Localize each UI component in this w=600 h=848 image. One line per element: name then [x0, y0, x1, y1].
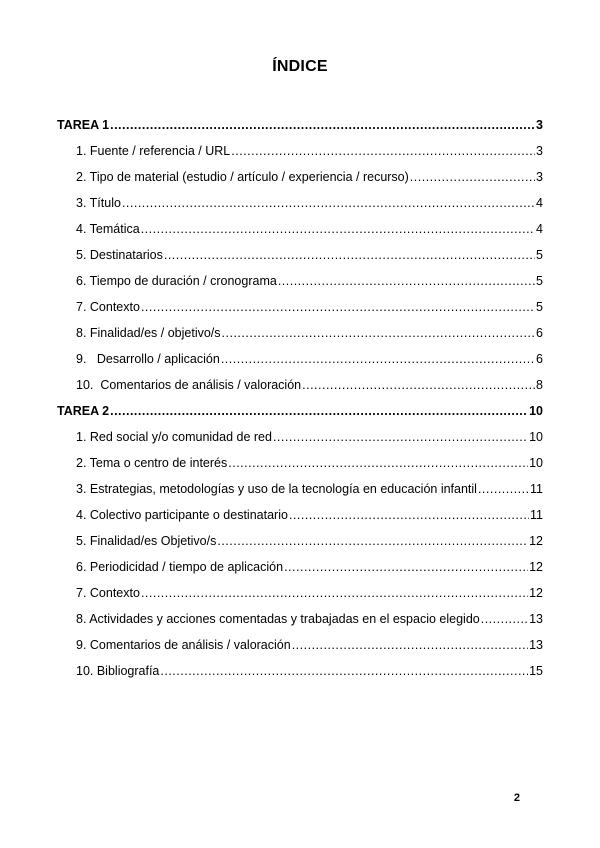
- toc-entry[interactable]: [57, 664, 543, 690]
- dot-leader: [231, 144, 535, 158]
- toc-entry[interactable]: [57, 170, 543, 196]
- dot-leader: [273, 430, 528, 444]
- toc-entry-page: 10: [529, 430, 543, 444]
- toc-entry-tarea-1[interactable]: [57, 118, 543, 144]
- toc-entry-tarea-2[interactable]: [57, 404, 543, 430]
- toc-entry-page: 11: [530, 508, 543, 522]
- toc-entry-label: 4. Temática: [76, 222, 140, 236]
- toc-entry[interactable]: [57, 560, 543, 586]
- dot-leader: [122, 196, 535, 210]
- toc-entry[interactable]: [57, 508, 543, 534]
- toc-entry-page: 13: [529, 612, 543, 626]
- toc-entry-page: 5: [536, 248, 543, 262]
- dot-leader: [481, 612, 528, 626]
- toc-entry-page: 12: [529, 586, 543, 600]
- toc-entry-label: 8. Finalidad/es / objetivo/s: [76, 326, 221, 340]
- toc-entry[interactable]: [57, 638, 543, 664]
- toc-entry-label: 4. Colectivo participante o destinatario: [76, 508, 288, 522]
- toc-entry[interactable]: [57, 144, 543, 170]
- toc-entry-label: TAREA 1: [57, 118, 110, 132]
- toc-entry[interactable]: [57, 300, 543, 326]
- toc-entry-label: 2. Tipo de material (estudio / artículo / experiencia / recurso): [76, 170, 409, 184]
- toc-entry-page: 10: [529, 404, 543, 418]
- toc-entry[interactable]: [57, 482, 543, 508]
- toc-entry-label: 1. Fuente / referencia / URL: [76, 144, 231, 158]
- toc-entry[interactable]: [57, 612, 543, 638]
- toc-entry-label: 9. Comentarios de análisis / valoración: [76, 638, 291, 652]
- dot-leader: [478, 482, 529, 496]
- toc-entry-page: 4: [536, 222, 543, 236]
- page-title: ÍNDICE: [272, 58, 328, 75]
- toc-entry-page: 12: [529, 534, 543, 548]
- toc-entry-page: 6: [536, 352, 543, 366]
- toc-entry-label: 1. Red social y/o comunidad de red: [76, 430, 272, 444]
- toc-entry[interactable]: [57, 196, 543, 222]
- dot-leader: [110, 404, 528, 418]
- toc-entry-label: 3. Estrategias, metodologías y uso de la tecnología en educación infantil: [76, 482, 477, 496]
- toc-entry-label: 10. Bibliografía: [76, 664, 160, 678]
- dot-leader: [164, 248, 535, 262]
- toc-entry-label: 6. Periodicidad / tiempo de aplicación: [76, 560, 284, 574]
- dot-leader: [228, 456, 528, 470]
- toc-entry[interactable]: [57, 222, 543, 248]
- toc-entry-page: 6: [536, 326, 543, 340]
- toc-entry-label: 7. Contexto: [76, 300, 140, 314]
- toc-entry-label: 3. Título: [76, 196, 121, 210]
- toc-entry[interactable]: [57, 274, 543, 300]
- toc-entry[interactable]: [57, 326, 543, 352]
- dot-leader: [221, 352, 535, 366]
- toc-entry[interactable]: [57, 378, 543, 404]
- toc-entry-label: 2. Tema o centro de interés: [76, 456, 228, 470]
- toc-entry-page: 15: [529, 664, 543, 678]
- dot-leader: [141, 586, 528, 600]
- dot-leader: [141, 300, 535, 314]
- dot-leader: [302, 378, 535, 392]
- dot-leader: [278, 274, 535, 288]
- toc-entry[interactable]: [57, 586, 543, 612]
- toc-entry-page: 5: [536, 274, 543, 288]
- dot-leader: [141, 222, 535, 236]
- toc-entry-label: 7. Contexto: [76, 586, 140, 600]
- dot-leader: [160, 664, 528, 678]
- toc-entry-label: 5. Finalidad/es Objetivo/s: [76, 534, 217, 548]
- toc-entry-label: 9. Desarrollo / aplicación: [76, 352, 220, 366]
- page-number: 2: [513, 792, 520, 804]
- dot-leader: [222, 326, 536, 340]
- toc-entry-page: 10: [529, 456, 543, 470]
- toc-entry[interactable]: [57, 430, 543, 456]
- toc-entry-page: 3: [536, 118, 543, 132]
- toc-entry[interactable]: [57, 534, 543, 560]
- toc-entry[interactable]: [57, 352, 543, 378]
- dot-leader: [410, 170, 535, 184]
- toc-entry-label: TAREA 2: [57, 404, 110, 418]
- toc-entry-page: 3: [536, 144, 543, 158]
- dot-leader: [292, 638, 528, 652]
- dot-leader: [110, 118, 535, 132]
- toc-entry-page: 3: [536, 170, 543, 184]
- toc-entry-page: 5: [536, 300, 543, 314]
- dot-leader: [284, 560, 528, 574]
- toc-entry-label: 10. Comentarios de análisis / valoración: [76, 378, 302, 392]
- toc-entry[interactable]: [57, 456, 543, 482]
- toc-entry-label: 8. Actividades y acciones comentadas y trabajadas en el espacio elegido: [76, 612, 480, 626]
- dot-leader: [289, 508, 529, 522]
- toc-entry-page: 11: [530, 482, 543, 496]
- toc-entry[interactable]: [57, 248, 543, 274]
- toc-entry-page: 12: [529, 560, 543, 574]
- toc-entry-page: 8: [536, 378, 543, 392]
- toc-entry-label: 6. Tiempo de duración / cronograma: [76, 274, 277, 288]
- toc-entry-page: 13: [529, 638, 543, 652]
- toc-entry-label: 5. Destinatarios: [76, 248, 163, 262]
- dot-leader: [217, 534, 528, 548]
- table-of-contents: [57, 118, 543, 690]
- toc-entry-page: 4: [536, 196, 543, 210]
